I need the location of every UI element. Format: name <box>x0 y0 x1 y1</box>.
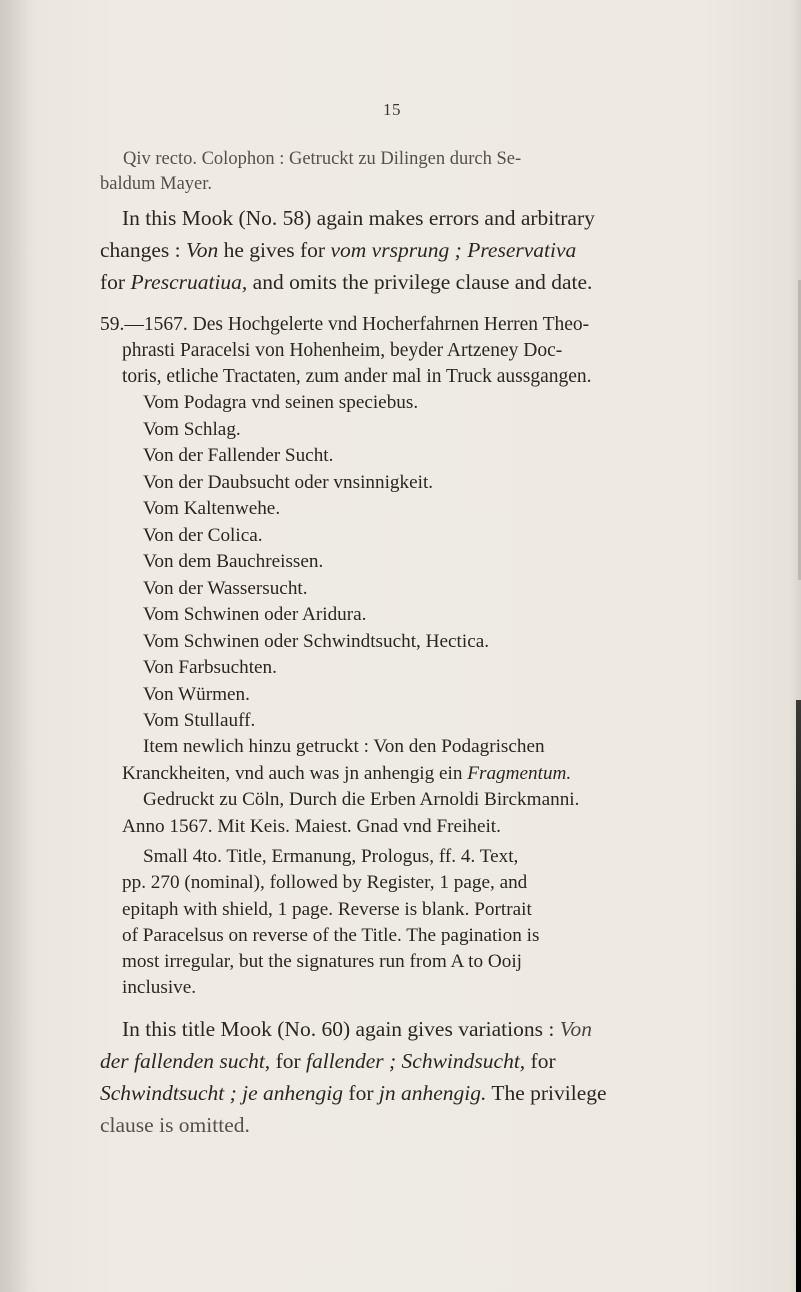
entry-59-heading: 59.—1567. Des Hochgelerte vnd Hocherfahrnen Herren Theo- <box>100 314 590 335</box>
para2-line-3: Schwindtsucht ; je anhengig for jn anhengig. The privilege <box>100 1081 607 1105</box>
entry-59-line-2: phrasti Paracelsi von Hohenheim, beyder Artzeney Doc- <box>122 340 563 361</box>
list-item: Vom Podagra vnd seinen speciebus. <box>143 392 419 413</box>
para2-line-4: clause is omitted. <box>100 1113 250 1137</box>
description-line-1: Small 4to. Title, Ermanung, Prologus, ff. 4. Text, <box>143 846 519 867</box>
page-gutter-shadow <box>0 0 28 1292</box>
para1-line-1: In this Mook (No. 58) again makes errors and arbitrary <box>122 206 595 230</box>
colophon-line-1: Qiv recto. Colophon : Getruckt zu Dilingen durch Se- <box>123 149 522 169</box>
list-item: Von dem Bauchreissen. <box>143 551 324 572</box>
imprint-line-1: Gedruckt zu Cöln, Durch die Erben Arnoldi Birckmanni. <box>143 789 580 810</box>
list-item: Von der Colica. <box>143 525 263 546</box>
colophon-line-2: baldum Mayer. <box>100 174 213 194</box>
list-item: Von Farbsuchten. <box>143 657 277 678</box>
list-item: Von Würmen. <box>143 684 250 705</box>
item-line-2: Kranckheiten, vnd auch was jn anhengig ein Fragmentum. <box>122 763 572 784</box>
list-item: Von der Fallender Sucht. <box>143 445 334 466</box>
entry-59-line-3: toris, etliche Tractaten, zum ander mal in Truck aussgangen. <box>122 366 592 387</box>
list-item: Vom Kaltenwehe. <box>143 498 281 519</box>
page-number: 15 <box>383 100 401 119</box>
list-item: Vom Stullauff. <box>143 710 256 731</box>
description-line-5: most irregular, but the signatures run from A to Ooij <box>122 951 522 972</box>
item-line-1: Item newlich hinzu getruckt : Von den Podagrischen <box>143 736 545 757</box>
para1-line-3: for Prescruatiua, and omits the privilege clause and date. <box>100 270 593 294</box>
description-line-3: epitaph with shield, 1 page. Reverse is blank. Portrait <box>122 899 532 920</box>
list-item: Vom Schwinen oder Schwindtsucht, Hectica. <box>143 631 490 652</box>
description-line-2: pp. 270 (nominal), followed by Register, 1 page, and <box>122 872 528 893</box>
description-line-6: inclusive. <box>122 977 197 998</box>
para2-line-1: In this title Mook (No. 60) again gives variations : Von <box>122 1017 592 1041</box>
list-item: Vom Schlag. <box>143 419 241 440</box>
page-edge-dark <box>796 700 801 1292</box>
description-line-4: of Paracelsus on reverse of the Title. The pagination is <box>122 925 540 946</box>
list-item: Von der Wassersucht. <box>143 578 308 599</box>
imprint-line-2: Anno 1567. Mit Keis. Maiest. Gnad vnd Freiheit. <box>122 816 501 837</box>
para1-line-2: changes : Von he gives for vom vrsprung ; Preservativa <box>100 238 577 262</box>
list-item: Vom Schwinen oder Aridura. <box>143 604 367 625</box>
list-item: Von der Daubsucht oder vnsinnigkeit. <box>143 472 434 493</box>
para2-line-2: der fallenden sucht, for fallender ; Schwindsucht, for <box>100 1049 556 1073</box>
